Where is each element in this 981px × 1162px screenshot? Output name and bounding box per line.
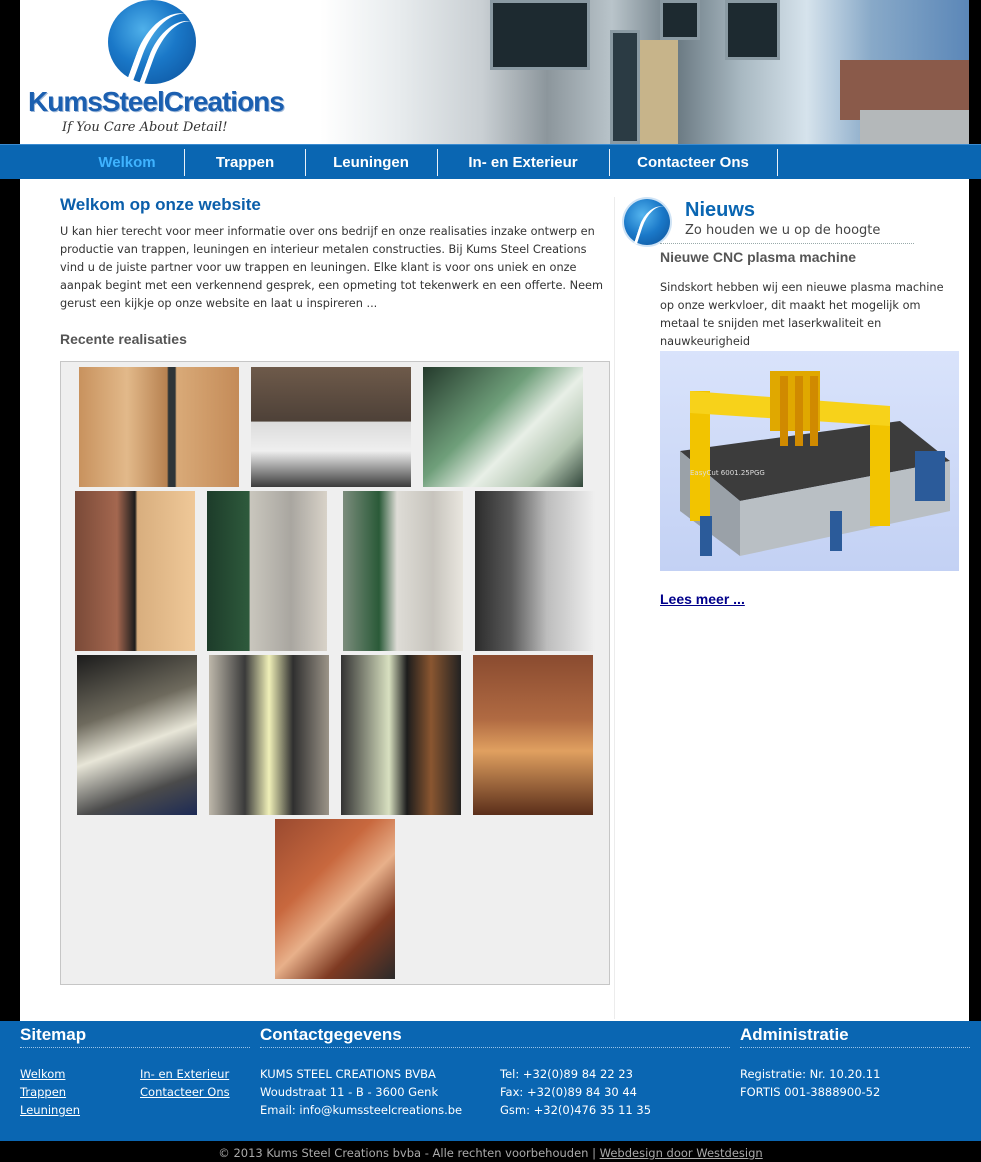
footer-tel: Tel: +32(0)89 84 22 23 [500, 1067, 633, 1081]
nav-welkom[interactable]: Welkom [98, 154, 156, 171]
main-navigation [0, 144, 981, 179]
footer-divider [740, 1047, 970, 1048]
webdesign-credit-link[interactable]: Webdesign door Westdesign [599, 1146, 763, 1160]
nav-leuningen[interactable]: Leuningen [333, 154, 409, 171]
footer-admin-title: Administratie [740, 1025, 849, 1044]
news-globe-icon [624, 199, 670, 245]
footer-sitemap-title: Sitemap [20, 1025, 87, 1044]
gallery-photo-wooden-gate[interactable] [79, 367, 239, 487]
nav-divider [184, 149, 185, 176]
footer-gsm: Gsm: +32(0)476 35 11 35 [500, 1103, 652, 1117]
logo-text: KumsSteelCreations [28, 86, 284, 117]
news-divider [660, 243, 914, 244]
footer-address: Woudstraat 11 - B - 3600 Genk [260, 1085, 439, 1099]
logo-globe-icon [108, 0, 196, 84]
gallery-photo-railing-mezzanine[interactable] [251, 367, 411, 487]
plasma-machine-illustration [660, 351, 959, 571]
logo-tagline: If You Care About Detail! [62, 120, 228, 135]
gallery-photo-spiral-stair-1[interactable] [209, 655, 329, 815]
footer-contact-title: Contactgegevens [260, 1025, 402, 1044]
footer-link-welkom[interactable]: Welkom [20, 1067, 66, 1081]
gallery-photo-glass-door[interactable] [475, 491, 595, 651]
gallery-photo-brick-stair[interactable] [275, 819, 395, 979]
machine-model-label: EasyCut 6001.25PGG [690, 469, 765, 477]
footer-link-contacteer-ons[interactable]: Contacteer Ons [140, 1085, 230, 1099]
gallery-photo-glass-stair[interactable] [423, 367, 583, 487]
copyright-text: © 2013 Kums Steel Creations bvba - Alle rechten voorbehouden | [218, 1146, 600, 1160]
column-divider [614, 197, 615, 1019]
footer-company-name: KUMS STEEL CREATIONS BVBA [260, 1067, 436, 1081]
footer-bank: FORTIS 001-3888900-52 [740, 1085, 881, 1099]
footer-fax: Fax: +32(0)89 84 30 44 [500, 1085, 638, 1099]
content-area [20, 179, 969, 1021]
page-title: Welkom op onze website [60, 195, 261, 214]
gallery-photo-wooden-stair[interactable] [473, 655, 593, 815]
logo[interactable] [20, 0, 320, 144]
site-footer [0, 1021, 981, 1141]
footer-divider [260, 1047, 730, 1048]
footer-registration: Registratie: Nr. 10.20.11 [740, 1067, 881, 1081]
copyright-bar [0, 1146, 981, 1160]
footer-link-in-en-exterieur[interactable]: In- en Exterieur [140, 1067, 230, 1081]
footer-divider [20, 1047, 250, 1048]
nav-divider [777, 149, 778, 176]
gallery-photo-brick-gate[interactable] [75, 491, 195, 651]
gallery-photo-mailbox[interactable] [343, 491, 463, 651]
news-title: Nieuws [685, 199, 756, 221]
read-more-link[interactable]: Lees meer ... [660, 591, 745, 607]
news-subtitle: Zo houden we u op de hoogte [685, 223, 881, 238]
gallery-photo-floating-stair[interactable] [77, 655, 197, 815]
gallery-photo-spiral-stair-2[interactable] [341, 655, 461, 815]
news-text: Sindskort hebben wij een nieuwe plasma machine op onze werkvloer, dit maakt het mogelijk om metaal te snijden met laserkwaliteit en nauwkeurigheid [660, 281, 944, 348]
intro-text: U kan hier terecht voor meer informatie over ons bedrijf en onze realisaties inzake ontwerp en productie van trappen, leuningen en interieur metalen constructies. Bij Kums Steel Creations vind u de juiste partner voor uw trappen en leuningen. Elke klant is voor ons uniek en onze aanpak begint met een verkennend gesprek, een opmeting tot tekenwerk en een offerte. Neem gerust een kijkje op onze website en laat u inspireren ... [60, 225, 603, 310]
news-heading: Nieuwe CNC plasma machine [660, 249, 857, 265]
footer-email[interactable]: Email: info@kumssteelcreations.be [260, 1103, 463, 1117]
footer-link-leuningen[interactable]: Leuningen [20, 1103, 81, 1117]
news-plasma-machine-image[interactable] [660, 351, 959, 571]
site-header [20, 0, 969, 144]
nav-in-en-exterieur[interactable]: In- en Exterieur [468, 154, 578, 171]
nav-contacteer-ons[interactable]: Contacteer Ons [637, 154, 749, 171]
photo-gallery [60, 361, 610, 985]
gallery-title: Recente realisaties [60, 331, 187, 347]
header-banner-photo [320, 0, 969, 144]
nav-trappen[interactable]: Trappen [215, 154, 275, 171]
footer-link-trappen[interactable]: Trappen [20, 1085, 67, 1099]
gallery-photo-green-door[interactable] [207, 491, 327, 651]
